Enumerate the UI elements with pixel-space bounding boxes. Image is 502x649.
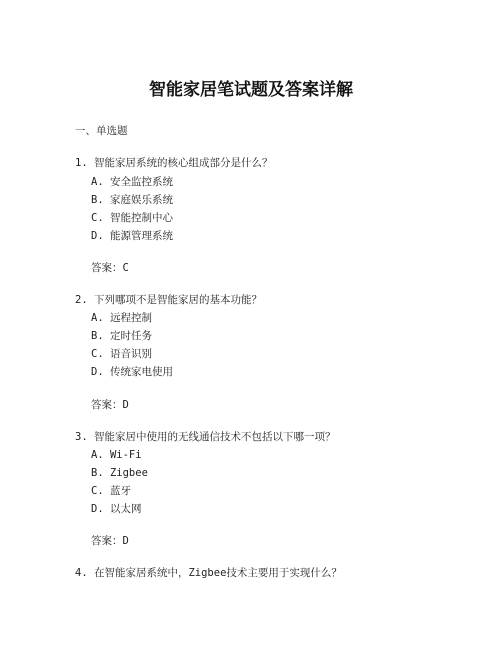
question-2-option-d: D. 传统家电使用 (91, 366, 173, 378)
question-2-option-a: A. 远程控制 (91, 312, 152, 324)
question-2-option-b: B. 定时任务 (91, 330, 152, 342)
question-3-answer: 答案：D (91, 535, 129, 547)
question-2: 2. 下列哪项不是智能家居的基本功能？ (75, 294, 262, 306)
question-1-option-d: D. 能源管理系统 (91, 230, 173, 242)
question-1-option-a: A. 安全监控系统 (91, 176, 173, 188)
document-title: 智能家居笔试题及答案详解 (149, 80, 353, 100)
question-3-option-c: C. 蓝牙 (91, 485, 131, 497)
question-3: 3. 智能家居中使用的无线通信技术不包括以下哪一项？ (75, 431, 336, 443)
question-2-option-c: C. 语音识别 (91, 348, 152, 360)
question-4: 4. 在智能家居系统中，Zigbee技术主要用于实现什么？ (75, 567, 342, 579)
question-2-answer: 答案：D (91, 399, 129, 411)
question-1-answer: 答案：C (91, 262, 129, 274)
question-1-option-b: B. 家庭娱乐系统 (91, 194, 173, 206)
question-3-option-a: A. Wi-Fi (91, 449, 142, 461)
question-1: 1. 智能家居系统的核心组成部分是什么？ (75, 157, 273, 169)
question-3-option-d: D. 以太网 (91, 503, 142, 515)
section-heading: 一、单选题 (75, 125, 128, 137)
question-1-option-c: C. 智能控制中心 (91, 212, 173, 224)
question-3-option-b: B. Zigbee (91, 467, 148, 479)
